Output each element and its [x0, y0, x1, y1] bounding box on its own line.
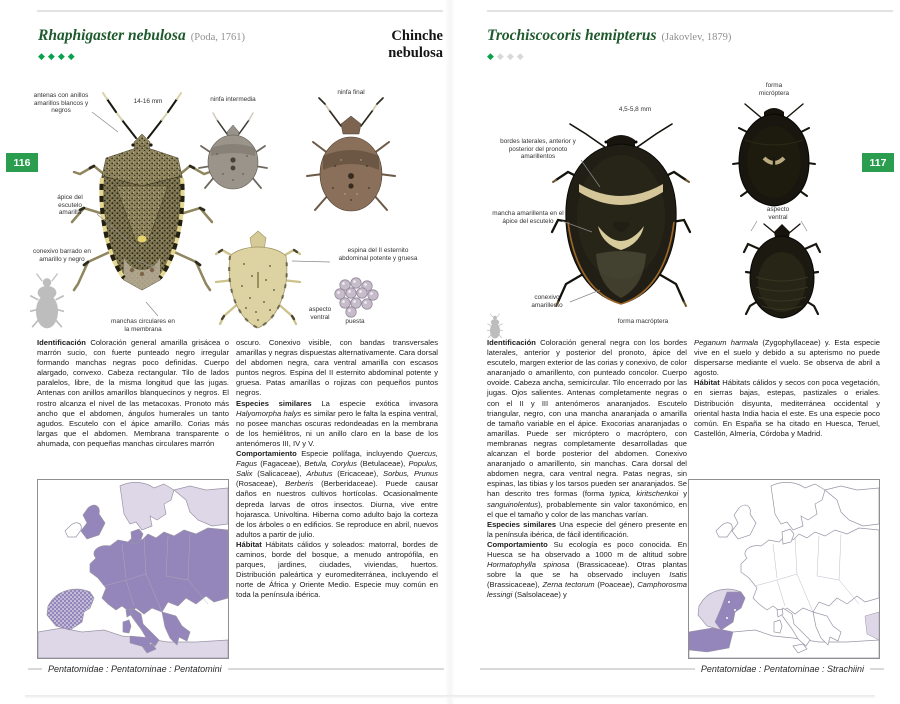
adult-ventral-photo [212, 228, 304, 336]
annotation-ventral-right: aspecto ventral [766, 206, 790, 221]
annotation-antennae: antenas con anillos amarillos blancos y negros [33, 92, 89, 115]
annotation-pronotum: bordes laterales, anterior y posterior del pronoto amarillentos [500, 138, 576, 161]
rating-diamond-off: ◆ [516, 51, 524, 61]
right-species-heading [487, 27, 731, 45]
annotation-nymph-final: ninfa final [337, 89, 365, 96]
adult-dorsal-photo [66, 92, 218, 324]
annotation-scutellum-spot: mancha amarillenta en el ápice del escutelo [492, 210, 564, 225]
page-gutter [445, 0, 455, 704]
annotation-eggs: puesta [345, 318, 365, 325]
nymph-intermediate-photo [197, 110, 269, 192]
footer-rule-right-short [870, 668, 884, 670]
right-page-footer [480, 663, 884, 675]
left-common-name: Chinche nebulosa [388, 28, 443, 61]
annotation-size-left: 14-16 mm [133, 98, 163, 105]
left-species-heading [38, 27, 245, 45]
annotation-nymph-mid: ninfa intermedia [210, 96, 256, 103]
annotation-ventral-left: aspecto ventral [308, 306, 332, 321]
rating-diamond-off: ◆ [496, 51, 504, 61]
left-page-footer [28, 663, 444, 675]
rating-diamond-on: ◆ [57, 51, 65, 61]
left-rating-diamonds [38, 52, 75, 61]
left-page-number-badge: 116 [6, 153, 38, 172]
left-page-top-rule [37, 10, 443, 12]
right-rating-diamonds [487, 52, 524, 61]
annotation-scutellum: ápice del escutelo amarilla [57, 194, 83, 217]
right-species-author: (Jakovlev, 1879) [661, 32, 732, 43]
actual-size-silhouette-icon-right [487, 313, 503, 340]
nymph-final-photo [305, 96, 397, 220]
footer-rule-left-long [228, 668, 444, 670]
right-page-column-2: Peganum harmala (Zygophyllaceae) y. Esta especie vive en el suelo y debido a su apterismo no puede dispersarse mediante el vuelo. Se observa de abril a agosto. Hábitat Hábitats cálidos y secos con poca vegetación, en sierras bajas, estepas, pastizales o eriales. Distribución disyunta, mediterránea occidental y oriental hasta India hacia el este. Es una especie poco común. En España se ha citado en Huesca, Teruel, Castellón, Almería, Córdoba y Madrid. [694, 338, 880, 438]
rating-diamond-on: ◆ [67, 51, 75, 61]
annotation-micropterous: forma micróptera [758, 82, 790, 97]
right-taxonomy-breadcrumb: Pentatomidae : Pentatominae : Strachiini [700, 664, 864, 674]
left-species-name: Rhaphigaster nebulosa [38, 27, 186, 44]
annotation-membrane: manchas circulares en la membrana [111, 318, 175, 333]
right-page-top-rule [487, 10, 893, 12]
left-page-column-2: oscuro. Conexivo visible, con bandas transversales amarillas y negras dispuestas alternativamente. Cara dorsal del abdomen negra, cara ventral amarilla con escasos puntos negros. Espina del II esternito abdominal potente y gruesa. Patas amarillas o rojizas con pequeños puntos negros. Especies similares La especie exótica invasora Halyomorpha halys es similar pero le falta la espina ventral, no posee manchas oscuras redondeadas en la membrana de los hemiélitros, ni un anillo claro en la base de los antenómeros III, IV y V. Comportamiento Especie polífaga, incluyendo Quercus, Fagus (Fagaceae), Betula, Corylus (Betulaceae), Populus, Salix (Salicaceae), Arbutus (Ericaceae), Sorbus, Prunus (Rosaceae), Berberis (Berberidaceae). Puede causar daños en nuestros cultivos hortícolas. Ocasionalmente depreda larvas de otros insectos. Diurna, vive entre hojarasca. Univoltina. Hiberna como adulto bajo la corteza de los árboles o en edificios. Se reproduce en abril, nuevos adultos a partir de julio. Hábitat Hábitats cálidos y soleados: matorral, bordes de caminos, borde del bosque, a menudo antropófila, en parques, jardines, ciudades, viviendas, huertos. Distribución paleártica y euromediterránea, incluyendo el norte de África y Oriente Medio. Especie muy común en toda la península ibérica. [236, 338, 439, 600]
annotation-connexivum-right: conexivo amarillento [531, 294, 563, 309]
page-bottom-edge [25, 695, 875, 698]
actual-size-silhouette-icon [30, 272, 64, 332]
ventral-view-photo-right [742, 222, 822, 322]
micropterous-dorsal-photo [731, 100, 817, 212]
footer-rule-left-short [28, 668, 42, 670]
left-species-author: (Poda, 1761) [190, 32, 245, 43]
footer-rule-right-long [480, 668, 695, 670]
egg-cluster-photo [333, 277, 381, 321]
annotation-size-right: 4,5-5,8 mm [618, 106, 652, 113]
annotation-macropterous: forma macróptera [617, 318, 669, 325]
rating-diamond-on: ◆ [487, 51, 494, 61]
right-page-number-badge: 117 [862, 153, 894, 172]
right-species-name: Trochiscocoris hemipterus [487, 27, 657, 44]
left-page-column-1: Identificación Coloración general amarilla grisácea o marrón sucio, con fuerte punteado negro irregular formando manchas negras poco definidas. Cuerpo alargado, convexo. Cabeza rectangular. Tilo de lados paralelos, libre, de la misma longitud que las jugas. Antenas con anillos amarillos blanquecinos y negros. El rostro alcanza el nivel de las metacoxas. Pronoto más ancho que el abdomen, ángulos humerales un tanto agudos. Escutelo con el ápice amarillo. Corias más largas que el abdomen. Membrana transparente o ahumada, con pequeñas manchas circulares marrón [37, 338, 229, 448]
rating-diamond-on: ◆ [38, 51, 45, 61]
annotation-spine: espina del II esternito abdominal potente y gruesa [338, 247, 418, 262]
left-taxonomy-breadcrumb: Pentatomidae : Pentatominae : Pentatomini [48, 664, 222, 674]
right-page-column-1: Identificación Coloración general negra con los bordes laterales, anterior y posterior del pronoto, ápice del escutelo, margen exterior de las corias y conexivo, de color anaranjado o amarillento, con punteado concolor. Cuerpo ovoide. Cabeza ancha, semicircular. Tilo encerrado por las jugas. Ojos salientes. Antenas completamente negras o con el II y III antenómeros anaranjados. Escutelo triangular, negro, con una mancha anaranjada o amarilla de tamaño variable en el ápice. Exocorias anaranjadas o amarillas. Puede ser micróptero o macróptero, con membranas negras completamente desarrolladas que alcanzan el borde posterior del abdomen. Conexivo anaranjado o amarillento, sin manchas. Cara dorsal del abdomen negra, cara ventral negra. Patas negras, sin espinas, las tibias y los tarsos pueden ser anaranjados. Se han descrito tres formas (forma typica, kiritschenkoi y sanguinolentus), probablemente sin valor taxonómico, en el que el tamaño y color de las manchas varían. Especies similares Una especie del género presente en la península ibérica, de fácil identificación. Comportamiento Su ecología es poco conocida. En Huesca se ha observado a 1000 m de altitud sobre Hormatophylla spinosa (Brassicaceae). Otras plantas sobre la que se ha observado incluyen Isatis (Brassicaceae), Zerna tectorum (Poaceae), Camphorosma lessingi (Salsolaceae) y [487, 338, 687, 600]
annotation-connexivum: conexivo barrado en amarillo y negro [33, 248, 91, 263]
rating-diamond-off: ◆ [506, 51, 514, 61]
rating-diamond-on: ◆ [47, 51, 55, 61]
distribution-map-right [688, 479, 880, 659]
distribution-map-left [37, 479, 229, 659]
